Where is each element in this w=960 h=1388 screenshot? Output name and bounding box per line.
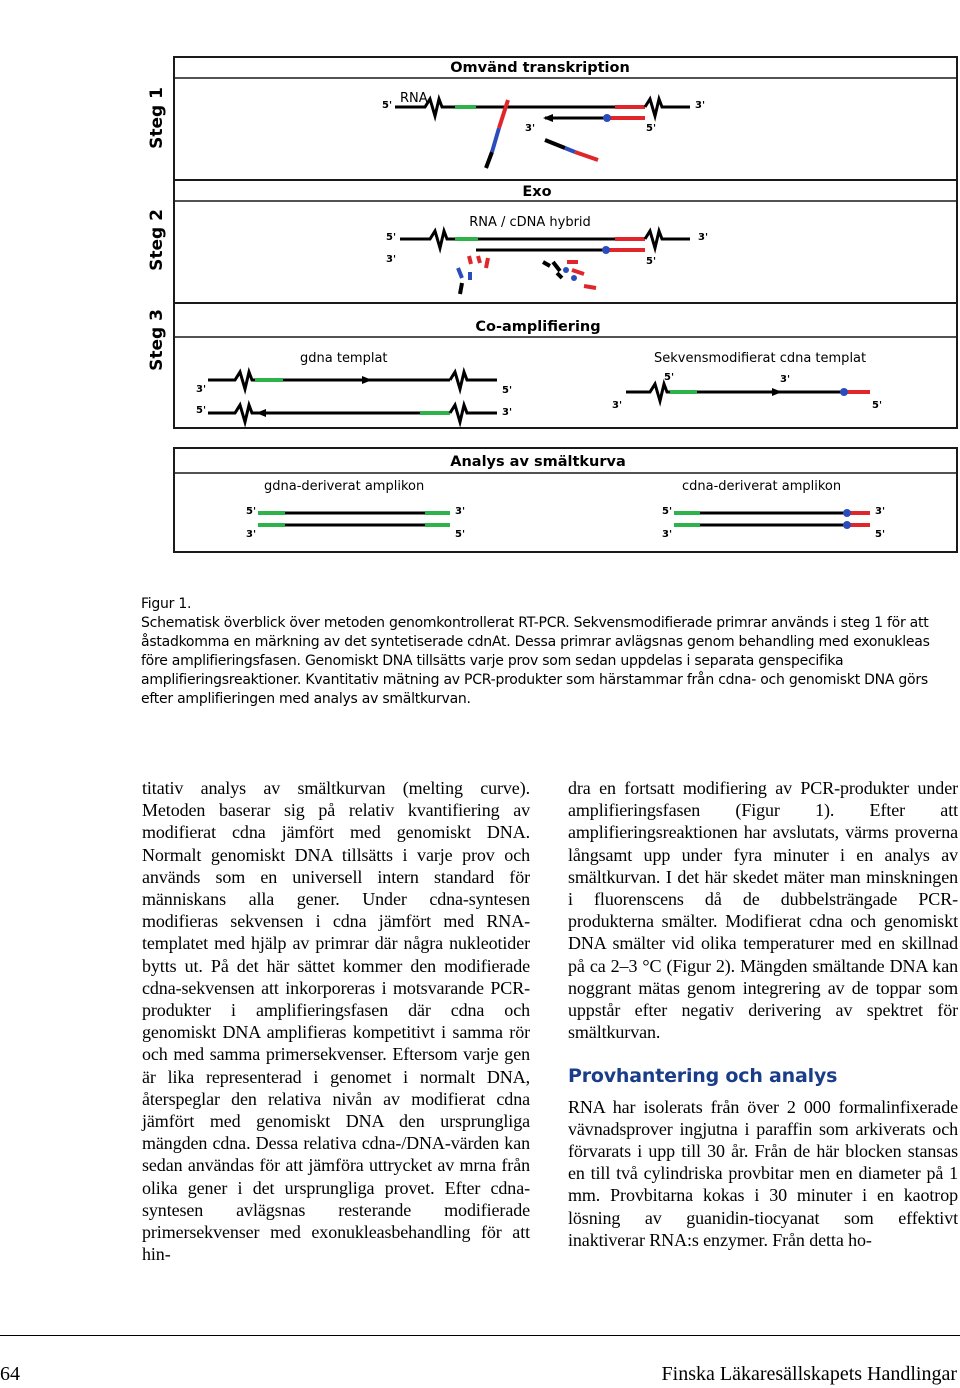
svg-text:3': 3' [386,254,397,265]
svg-text:5': 5' [872,400,883,411]
analysis-left-label: gdna-deriverat amplikon [264,479,425,494]
figure-diagram [0,0,960,560]
svg-text:3': 3' [698,232,709,243]
svg-text:3': 3' [246,529,257,540]
step2-title: Exo [522,184,552,200]
svg-text:5': 5' [386,232,397,243]
figure [0,0,960,560]
step1-rna-label: RNA [400,91,428,106]
body-column-right [568,777,958,1251]
step2-hybrid-label: RNA / cDNA hybrid [469,215,591,230]
svg-text:3': 3' [525,123,536,134]
analysis-panel [174,448,957,552]
svg-text:5': 5' [196,405,207,416]
page-number: 64 [0,1363,20,1385]
body-left-paragraph: titativ analys av smältkurvan (melting curve). Metoden baserar sig på relativ kvantifiering av modifierat cdna jämfört med genomiskt DNA. Normalt genomiskt DNA tillsätts i varje prov och används som en universell intern standard för människans alla gener. Under cdna-syntesen modifieras sekvensen i cdna jämfört med RNA-templatet med hjälp av primrar där några nukleotider bytts ut. På det här sättet kommer den modifierade cdna-sekvensen att inkorporeras i motsvarande PCR-produkter i amplifieringsfasen där cdna och genomiskt DNA amplifieras kompetitivt i samma rör och med samma primersekvenser. Eftersom varje gen är lika representerad i genomet i normalt DNA, återspeglar den relativa nivån av modifierat cdna jämfört med genomiskt DNA den ursprungliga mängden cdna. Dessa relativa cdna-/DNA-värden kan sedan användas för att jämföra uttrycket av mrna från olika gener i det ursprungliga provet. Efter cdna-syntesen avlägsnas resterande modifierade primersekvenser med exonukleasbehandling för att hin- [142,778,530,1265]
svg-text:3': 3' [502,407,513,418]
svg-text:5': 5' [382,100,393,111]
step1-title: Omvänd transkription [450,60,630,76]
svg-text:3': 3' [695,100,706,111]
figure-caption [141,595,956,709]
svg-text:5': 5' [664,372,675,383]
step3-label: Steg 3 [147,309,167,371]
step2-panel [147,180,957,303]
section-heading: Provhantering och analys [568,1065,838,1088]
step3-right-label: Sekvensmodifierat cdna templat [654,351,867,366]
footer-rule [0,1335,960,1336]
analysis-title: Analys av smältkurva [450,454,626,470]
svg-text:5': 5' [646,256,657,267]
svg-text:3': 3' [662,529,673,540]
step2-label: Steg 2 [147,209,167,271]
svg-text:5': 5' [246,506,257,517]
journal-name: Finska Läkaresällskapets Handlingar [661,1363,957,1385]
svg-text:3': 3' [196,384,207,395]
caption-text: Schematisk överblick över metoden genomkontrollerat RT-PCR. Sekvensmodifierade primrar används i steg 1 för att åstadkomma en märkning av det syntetiserade cdnAt. Dessa primrar avlägsnas genom behandling med exonukleas före amplifieringsfasen. Genomiskt DNA tillsätts varje prov som sedan uppdelas i separata genspecifika amplifieringsreaktioner. Kvantitativ mätning av PCR-produkter som härstammar från cdna- och genomiskt DNA görs efter amplifieringen med analys av smältkurvan. [141,615,930,707]
svg-text:5': 5' [646,123,657,134]
svg-text:3': 3' [875,506,886,517]
step3-panel [147,303,957,428]
svg-text:3': 3' [455,506,466,517]
svg-text:5': 5' [455,529,466,540]
step1-label: Steg 1 [147,87,167,149]
body-right-paragraph-2: RNA har isolerats från över 2 000 formalinfixerade vävnadsprover ingjutna i paraffin som arkiverats och förvarats i upp till 30 år. Från de här blocken stansas en till två cylindriska provbitar men en diameter på 1 mm. Provbitarna kokas i 30 minuter i en kaotrop lösning av guanidin-tiocyanat som effektivt inaktiverar RNA:s enzymer. Från detta ho- [568,1096,958,1250]
step3-left-label: gdna templat [300,351,388,366]
body-right-paragraph-1: dra en fortsatt modifiering av PCR-produkter under amplifieringsfasen (Figur 1). Efter att amplifieringsreaktionen har avslutats, värms proverna långsamt upp under fyra minuter i en analys av smältkurvan. I det här skedet mäter man minskningen i fluorenscens då de dubbelsträngade PCR-produkterna smälter. Modifierat cdna och genomiskt DNA smälter vid olika temperaturer med en skillnad på ca 2–3 °C (Figur 2). Mängden smältande DNA kan noggrant mätas genom integrering av de toppar som uppstår efter negativ derivering av spektret för smältkurvan. [568,778,958,1043]
caption-label: Figur 1. [141,596,192,612]
svg-text:5': 5' [875,529,886,540]
step3-title: Co-amplifiering [475,319,601,335]
svg-text:5': 5' [502,385,513,396]
svg-text:5': 5' [662,506,673,517]
body-column-left [142,777,530,1265]
step1-panel [147,57,957,180]
analysis-right-label: cdna-deriverat amplikon [682,479,842,494]
svg-text:3': 3' [612,400,623,411]
svg-text:3': 3' [780,374,791,385]
